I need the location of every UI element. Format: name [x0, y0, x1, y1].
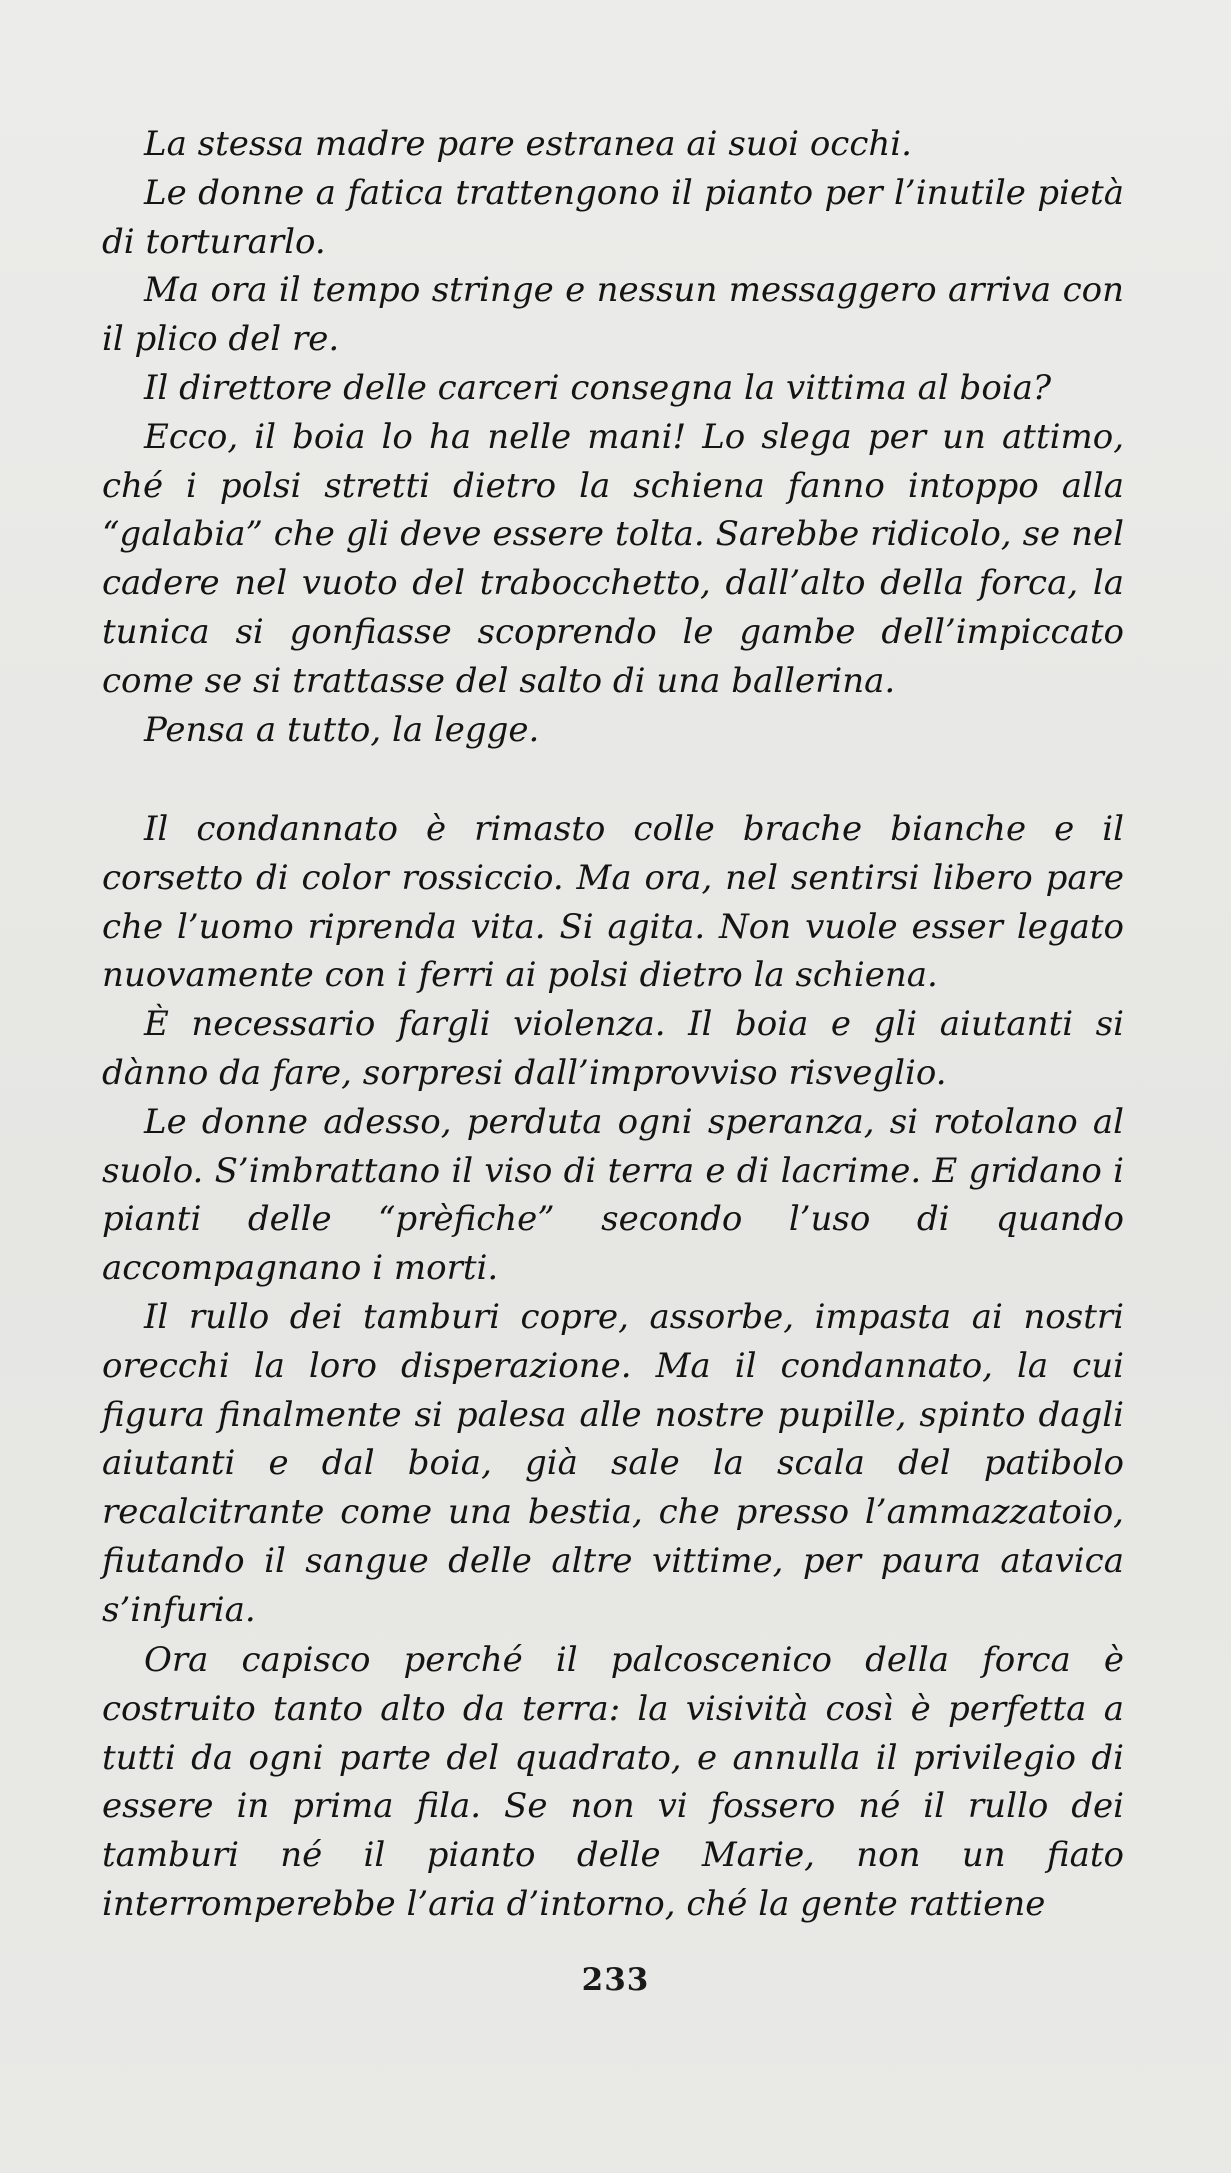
paragraph: È necessario fargli violenza. Il boia e gli aiutanti si dànno da fare, sorpresi dall’improvviso risveglio.: [102, 1004, 1124, 1093]
paragraph: Il rullo dei tamburi copre, assorbe, impasta ai nostri orecchi la loro disperazione. Ma il condannato, la cui figura finalmente si palesa alle nostre pupille, spinto dagli aiutanti e dal boia, già sale la scala del patibolo recalcitrante come una bestia, che presso l’ammazzatoio, fiutando il sangue delle altre vittime, per paura atavica s’infuria.: [102, 1296, 1124, 1630]
paragraph: Il direttore delle carceri consegna la vittima al boia?: [144, 367, 1052, 408]
paragraph: Il condannato è rimasto colle brache bianche e il corsetto di color rossiccio. Ma ora, nel sentirsi libero pare che l’uomo riprenda vita. Si agita. Non vuole esser legato nuovamente con i ferri ai polsi dietro la schiena.: [102, 809, 1124, 996]
page-number: 233: [581, 1962, 650, 1998]
paragraph: Ma ora il tempo stringe e nessun messaggero arriva con il plico del re.: [102, 270, 1124, 360]
paragraph: Le donne adesso, perduta ogni speranza, si rotolano al suolo. S’imbrattano il viso di terra e di lacrime. E gridano i pianti delle “prèfiche” secondo l’uso di quando accompagnano i morti.: [102, 1101, 1124, 1289]
paragraph: Ecco, il boia lo ha nelle mani! Lo slega per un attimo, ché i polsi stretti dietro la schiena fanno intoppo alla “galabia” che gli deve essere tolta. Sarebbe ridicolo, se nel cadere nel vuoto del trabocchetto, dall’alto della forca, la tunica si gonfiasse scoprendo le gambe dell’impiccato come se si trattasse del salto di una ballerina.: [102, 416, 1124, 701]
text-section-2: [102, 805, 1124, 1635]
paragraph: Pensa a tutto, la legge.: [144, 709, 540, 750]
text-section-1: [102, 120, 1124, 754]
paragraph: La stessa madre pare estranea ai suoi occhi.: [144, 124, 912, 164]
paragraph: Ora capisco perché il palcoscenico della forca è costruito tanto alto da terra: la visività così è perfetta a tutti da ogni parte del quadrato, e annulla il privilegio di essere in prima fila. Se non vi fossero né il rullo dei tamburi né il pianto delle Marie, non un fiato interromperebbe l’aria d’intorno, ché la gente rattiene: [102, 1640, 1124, 1924]
paragraph: Le donne a fatica trattengono il pianto per l’inutile pietà di torturarlo.: [102, 172, 1124, 262]
text-section-3: [102, 1636, 1124, 1929]
